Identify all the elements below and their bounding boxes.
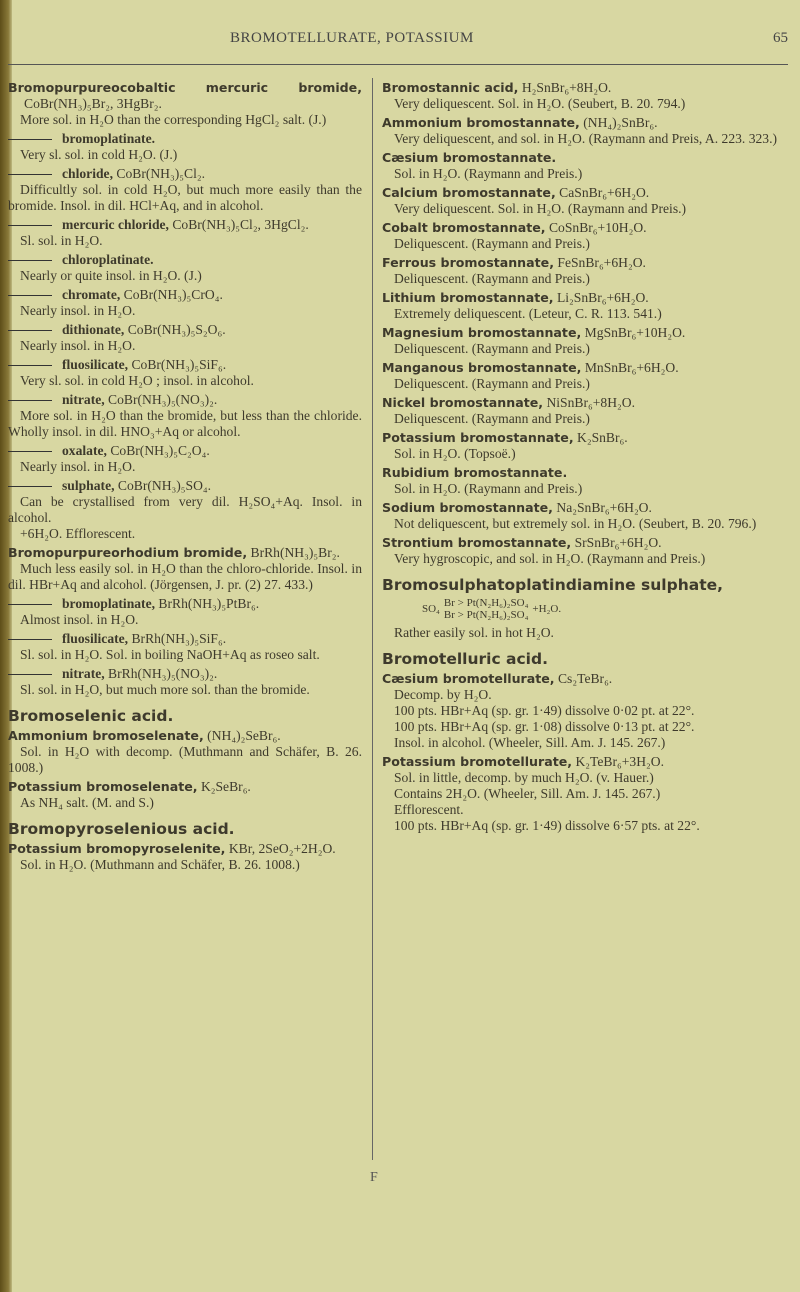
entry <box>8 252 362 284</box>
note-text: Nearly insol. in H₂O. <box>20 459 136 474</box>
formula: K₂SeBr₆. <box>197 779 251 794</box>
compound-name: Nickel bromostannate, <box>382 395 544 410</box>
page-number: 65 <box>773 30 788 46</box>
note-text: Difficultly sol. in cold H₂O, but much more easily than the bromide. Insol. in dil. HCl+Aq, and in alcohol. <box>8 182 362 213</box>
entry <box>8 666 362 698</box>
note-text: Sl. sol. in H₂O. Sol. in boiling NaOH+Aq as roseo salt. <box>20 647 320 662</box>
entry <box>8 217 362 249</box>
ditto-dash <box>8 295 52 296</box>
formula: KBr, 2SeO₂+2H₂O. <box>225 841 336 856</box>
note-text: Efflorescent. <box>394 802 464 817</box>
entry <box>8 821 362 837</box>
compound-name: sulphate, <box>62 478 115 493</box>
formula: K₂TeBr₆+3H₂O. <box>572 754 664 769</box>
entry <box>382 577 784 641</box>
formula: CoBr(NH₃)₅Cl₂. <box>112 166 205 181</box>
formula-top: Br > Pt(N₂H₆)₂SO₄ <box>443 597 529 609</box>
section-heading: Bromosulphatoplatindiamine sulphate, <box>382 576 723 594</box>
entry <box>382 185 784 217</box>
note-text: As NH₄ salt. (M. and S.) <box>20 795 154 810</box>
compound-name: chloroplatinate. <box>62 252 154 267</box>
subentry-line <box>8 392 362 408</box>
entry-title <box>382 395 784 411</box>
compound-name: Cæsium bromotellurate, <box>382 671 555 686</box>
ditto-dash <box>8 139 52 140</box>
entry <box>8 545 362 593</box>
entry <box>8 631 362 663</box>
note-text: 100 pts. HBr+Aq (sp. gr. 1·49) dissolve 6·57 pts. at 22°. <box>394 818 700 833</box>
note-text: 100 pts. HBr+Aq (sp. gr. 1·49) dissolve 0·02 pt. at 22°. <box>394 703 695 718</box>
formula-branches <box>444 597 529 621</box>
subentry-line <box>8 666 362 682</box>
note-text: Deliquescent. (Raymann and Preis.) <box>394 341 590 356</box>
compound-name: Sodium bromostannate, <box>382 500 553 515</box>
entry <box>382 255 784 287</box>
note-text: Decomp. by H₂O. <box>394 687 492 702</box>
compound-name: Potassium bromostannate, <box>382 430 574 445</box>
note-text: Nearly insol. in H₂O. <box>20 338 136 353</box>
compound-name: Calcium bromostannate, <box>382 185 556 200</box>
entry-title <box>382 360 784 376</box>
entry <box>8 841 362 873</box>
entry-title <box>8 545 362 561</box>
compound-name: Strontium bromostannate, <box>382 535 572 550</box>
note-text: Nearly insol. in H₂O. <box>20 303 136 318</box>
note-text: Very deliquescent. Sol. in H₂O. (Seubert, B. 20. 794.) <box>394 96 686 111</box>
ditto-dash <box>8 400 52 401</box>
note-text: Sol. in little, decomp. by much H₂O. (v. Hauer.) <box>394 770 654 785</box>
formula: Li₂SnBr₆+6H₂O. <box>553 290 649 305</box>
entry <box>382 395 784 427</box>
subentry-line <box>8 596 362 612</box>
entry <box>382 220 784 252</box>
compound-name: Cobalt bromostannate, <box>382 220 546 235</box>
compound-name: Cæsium bromostannate. <box>382 150 557 165</box>
entry <box>382 671 784 751</box>
formula: CoBr(NH₃)₅Br₂, 3HgBr₂. <box>24 96 162 111</box>
note-text: Very sl. sol. in cold H₂O. (J.) <box>20 147 178 162</box>
note-text: Sl. sol. in H₂O. <box>20 233 103 248</box>
formula: CaSnBr₆+6H₂O. <box>555 185 650 200</box>
formula: CoBr(NH₃)₅Cl₂, 3HgCl₂. <box>168 217 309 232</box>
formula: Na₂SnBr₆+6H₂O. <box>552 500 652 515</box>
formula: BrRh(NH₃)₅Br₂. <box>247 545 340 560</box>
formula-suffix: +H₂O. <box>532 603 562 615</box>
entry <box>8 728 362 776</box>
entry <box>382 754 784 834</box>
entry-title <box>382 255 784 271</box>
subentry-line <box>8 287 362 303</box>
formula: CoBr(NH₃)₅C₂O₄. <box>106 443 210 458</box>
entry-title <box>8 728 362 744</box>
note-text: More sol. in H₂O than the corresponding HgCl₂ salt. (J.) <box>20 112 327 127</box>
entry-title <box>382 220 784 236</box>
formula: FeSnBr₆+6H₂O. <box>554 255 646 270</box>
entry <box>382 651 784 667</box>
formula: (NH₄)₂SnBr₆. <box>579 115 658 130</box>
note-text: Very deliquescent. Sol. in H₂O. (Raymann and Preis.) <box>394 201 687 216</box>
note-text: More sol. in H₂O than the bromide, but less than the chloride. Wholly insol. in dil. HNO₃+Aq or alcohol. <box>8 408 362 439</box>
entry <box>382 500 784 532</box>
entry-title <box>382 150 784 166</box>
compound-name: Bromopurpureorhodium bromide, <box>8 545 248 560</box>
formula-bottom: Br > Pt(N₂H₆)₂SO₄ <box>443 609 529 621</box>
compound-name: chromate, <box>62 287 121 302</box>
entry <box>382 80 784 112</box>
ditto-dash <box>8 639 52 640</box>
entry <box>8 357 362 389</box>
formula: NiSnBr₆+8H₂O. <box>543 395 635 410</box>
note-text: Nearly or quite insol. in H₂O. (J.) <box>20 268 202 283</box>
ditto-dash <box>8 674 52 675</box>
formula: Cs₂TeBr₆. <box>554 671 613 686</box>
formula: CoBr(NH₃)₅CrO₄. <box>120 287 223 302</box>
entry-title <box>8 779 362 795</box>
formula: CoBr(NH₃)₅(NO₃)₂. <box>104 392 218 407</box>
compound-name: Lithium bromostannate, <box>382 290 554 305</box>
note-text: Sol. in H₂O. (Raymann and Preis.) <box>394 166 583 181</box>
compound-name: Ammonium bromostannate, <box>382 115 580 130</box>
entry <box>8 596 362 628</box>
compound-name: dithionate, <box>62 322 125 337</box>
formula: CoBr(NH₃)₅SO₄. <box>114 478 212 493</box>
ditto-dash <box>8 604 52 605</box>
left-column <box>8 80 362 876</box>
note-text: 100 pts. HBr+Aq (sp. gr. 1·08) dissolve 0·13 pt. at 22°. <box>394 719 695 734</box>
subentry-line <box>8 322 362 338</box>
entry <box>8 131 362 163</box>
ditto-dash <box>8 174 52 175</box>
note-text: Sl. sol. in H₂O, but much more sol. than the bromide. <box>20 682 310 697</box>
entry <box>8 478 362 542</box>
formula: SrSnBr₆+6H₂O. <box>571 535 662 550</box>
subentry-line <box>8 252 362 268</box>
note-text: +6H₂O. Efflorescent. <box>20 526 136 541</box>
entry-title <box>382 671 784 687</box>
entry <box>8 708 362 724</box>
section-heading: Bromotelluric acid. <box>382 650 548 668</box>
entry <box>382 325 784 357</box>
note-text: Sol. in H₂O. (Raymann and Preis.) <box>394 481 583 496</box>
formula-mid: SO₄ <box>422 603 440 615</box>
note-text: Contains 2H₂O. (Wheeler, Sill. Am. J. 145. 267.) <box>394 786 661 801</box>
note-text: Insol. in alcohol. (Wheeler, Sill. Am. J. 145. 267.) <box>394 735 666 750</box>
signature-mark: F <box>370 1170 378 1185</box>
note-text: Rather easily sol. in hot H₂O. <box>394 625 554 640</box>
subentry-line <box>8 631 362 647</box>
entry-title <box>382 500 784 516</box>
subentry-line <box>8 166 362 182</box>
formula: H₂SnBr₆+8H₂O. <box>518 80 612 95</box>
compound-name: Potassium bromotellurate, <box>382 754 573 769</box>
entry <box>382 115 784 147</box>
column-divider <box>372 78 373 1160</box>
note-text: Not deliquescent, but extremely sol. in H₂O. (Seubert, B. 20. 796.) <box>394 516 757 531</box>
entry-title <box>382 185 784 201</box>
entry <box>382 535 784 567</box>
compound-name: Potassium bromoselenate, <box>8 779 198 794</box>
compound-name: Manganous bromostannate, <box>382 360 582 375</box>
entry-title <box>382 115 784 131</box>
subentry-line <box>8 217 362 233</box>
compound-name: Magnesium bromostannate, <box>382 325 582 340</box>
entry-title <box>8 841 362 857</box>
entry <box>8 392 362 440</box>
compound-name: Bromostannic acid, <box>382 80 519 95</box>
entry <box>8 322 362 354</box>
entry <box>8 443 362 475</box>
ditto-dash <box>8 451 52 452</box>
note-text: Deliquescent. (Raymann and Preis.) <box>394 376 590 391</box>
compound-name: Rubidium bromostannate. <box>382 465 568 480</box>
formula: BrRh(NH₃)₅(NO₃)₂. <box>104 666 218 681</box>
note-text: Almost insol. in H₂O. <box>20 612 139 627</box>
formula: MgSnBr₆+10H₂O. <box>581 325 686 340</box>
formula: K₂SnBr₆. <box>573 430 628 445</box>
header-rule <box>8 64 788 65</box>
compound-name: bromoplatinate. <box>62 131 156 146</box>
entry-title <box>8 80 362 112</box>
note-text: Extremely deliquescent. (Leteur, C. R. 113. 541.) <box>394 306 662 321</box>
compound-name: mercuric chloride, <box>62 217 169 232</box>
entry <box>382 150 784 182</box>
note-text: Deliquescent. (Raymann and Preis.) <box>394 411 590 426</box>
subentry-line <box>8 357 362 373</box>
entry <box>382 290 784 322</box>
formula: CoBr(NH₃)₅S₂O₆. <box>124 322 226 337</box>
section-heading: Bromoselenic acid. <box>8 707 174 725</box>
compound-name: fluosilicate, <box>62 357 129 372</box>
right-column <box>382 80 784 837</box>
formula: CoBr(NH₃)₅SiF₆. <box>128 357 227 372</box>
compound-name: fluosilicate, <box>62 631 129 646</box>
formula: BrRh(NH₃)₅SiF₆. <box>128 631 227 646</box>
compound-name: Ammonium bromoselenate, <box>8 728 204 743</box>
compound-name: bromoplatinate, <box>62 596 156 611</box>
entry-title <box>382 325 784 341</box>
running-header: BROMOTELLURATE, POTASSIUM <box>230 30 474 46</box>
entry <box>382 465 784 497</box>
note-text: Deliquescent. (Raymann and Preis.) <box>394 236 590 251</box>
subentry-line <box>8 478 362 494</box>
ditto-dash <box>8 486 52 487</box>
entry <box>382 430 784 462</box>
subentry-line <box>8 443 362 459</box>
note-text: Very hygroscopic, and sol. in H₂O. (Raymann and Preis.) <box>394 551 706 566</box>
compound-name: oxalate, <box>62 443 107 458</box>
entry <box>382 360 784 392</box>
entry <box>8 166 362 214</box>
formula: MnSnBr₆+6H₂O. <box>581 360 679 375</box>
entry <box>8 80 362 128</box>
formula: BrRh(NH₃)₅PtBr₆. <box>155 596 260 611</box>
entry-title <box>382 754 784 770</box>
ditto-dash <box>8 330 52 331</box>
note-text: Sol. in H₂O. (Muthmann and Schäfer, B. 26. 1008.) <box>20 857 300 872</box>
note-text: Can be crystallised from very dil. H₂SO₄+Aq. Insol. in alcohol. <box>8 494 362 525</box>
note-text: Sol. in H₂O. (Topsoë.) <box>394 446 516 461</box>
compound-name: Ferrous bromostannate, <box>382 255 554 270</box>
structural-formula <box>422 597 784 621</box>
entry <box>8 287 362 319</box>
entry <box>8 779 362 811</box>
note-text: Much less easily sol. in H₂O than the chloro-chloride. Insol. in dil. HBr+Aq and alcohol. (Jörgensen, J. pr. (2) 27. 433.) <box>8 561 362 592</box>
compound-name: Potassium bromopyroselenite, <box>8 841 226 856</box>
compound-name: Bromopurpureocobaltic mercuric bromide, <box>8 80 362 95</box>
note-text: Deliquescent. (Raymann and Preis.) <box>394 271 590 286</box>
ditto-dash <box>8 260 52 261</box>
subentry-line <box>8 131 362 147</box>
entry-title <box>382 80 784 96</box>
ditto-dash <box>8 225 52 226</box>
entry-title <box>382 535 784 551</box>
compound-name: nitrate, <box>62 666 105 681</box>
note-text: Very sl. sol. in cold H₂O ; insol. in alcohol. <box>20 373 254 388</box>
formula: (NH₄)₂SeBr₆. <box>203 728 281 743</box>
note-text: Very deliquescent, and sol. in H₂O. (Raymann and Preis, A. 223. 323.) <box>394 131 778 146</box>
note-text: Sol. in H₂O with decomp. (Muthmann and Schäfer, B. 26. 1008.) <box>8 744 362 775</box>
entry-title <box>382 430 784 446</box>
entry-title <box>382 465 784 481</box>
compound-name: nitrate, <box>62 392 105 407</box>
formula: CoSnBr₆+10H₂O. <box>545 220 647 235</box>
section-heading: Bromopyroselenious acid. <box>8 820 235 838</box>
entry-title <box>382 290 784 306</box>
compound-name: chloride, <box>62 166 113 181</box>
ditto-dash <box>8 365 52 366</box>
